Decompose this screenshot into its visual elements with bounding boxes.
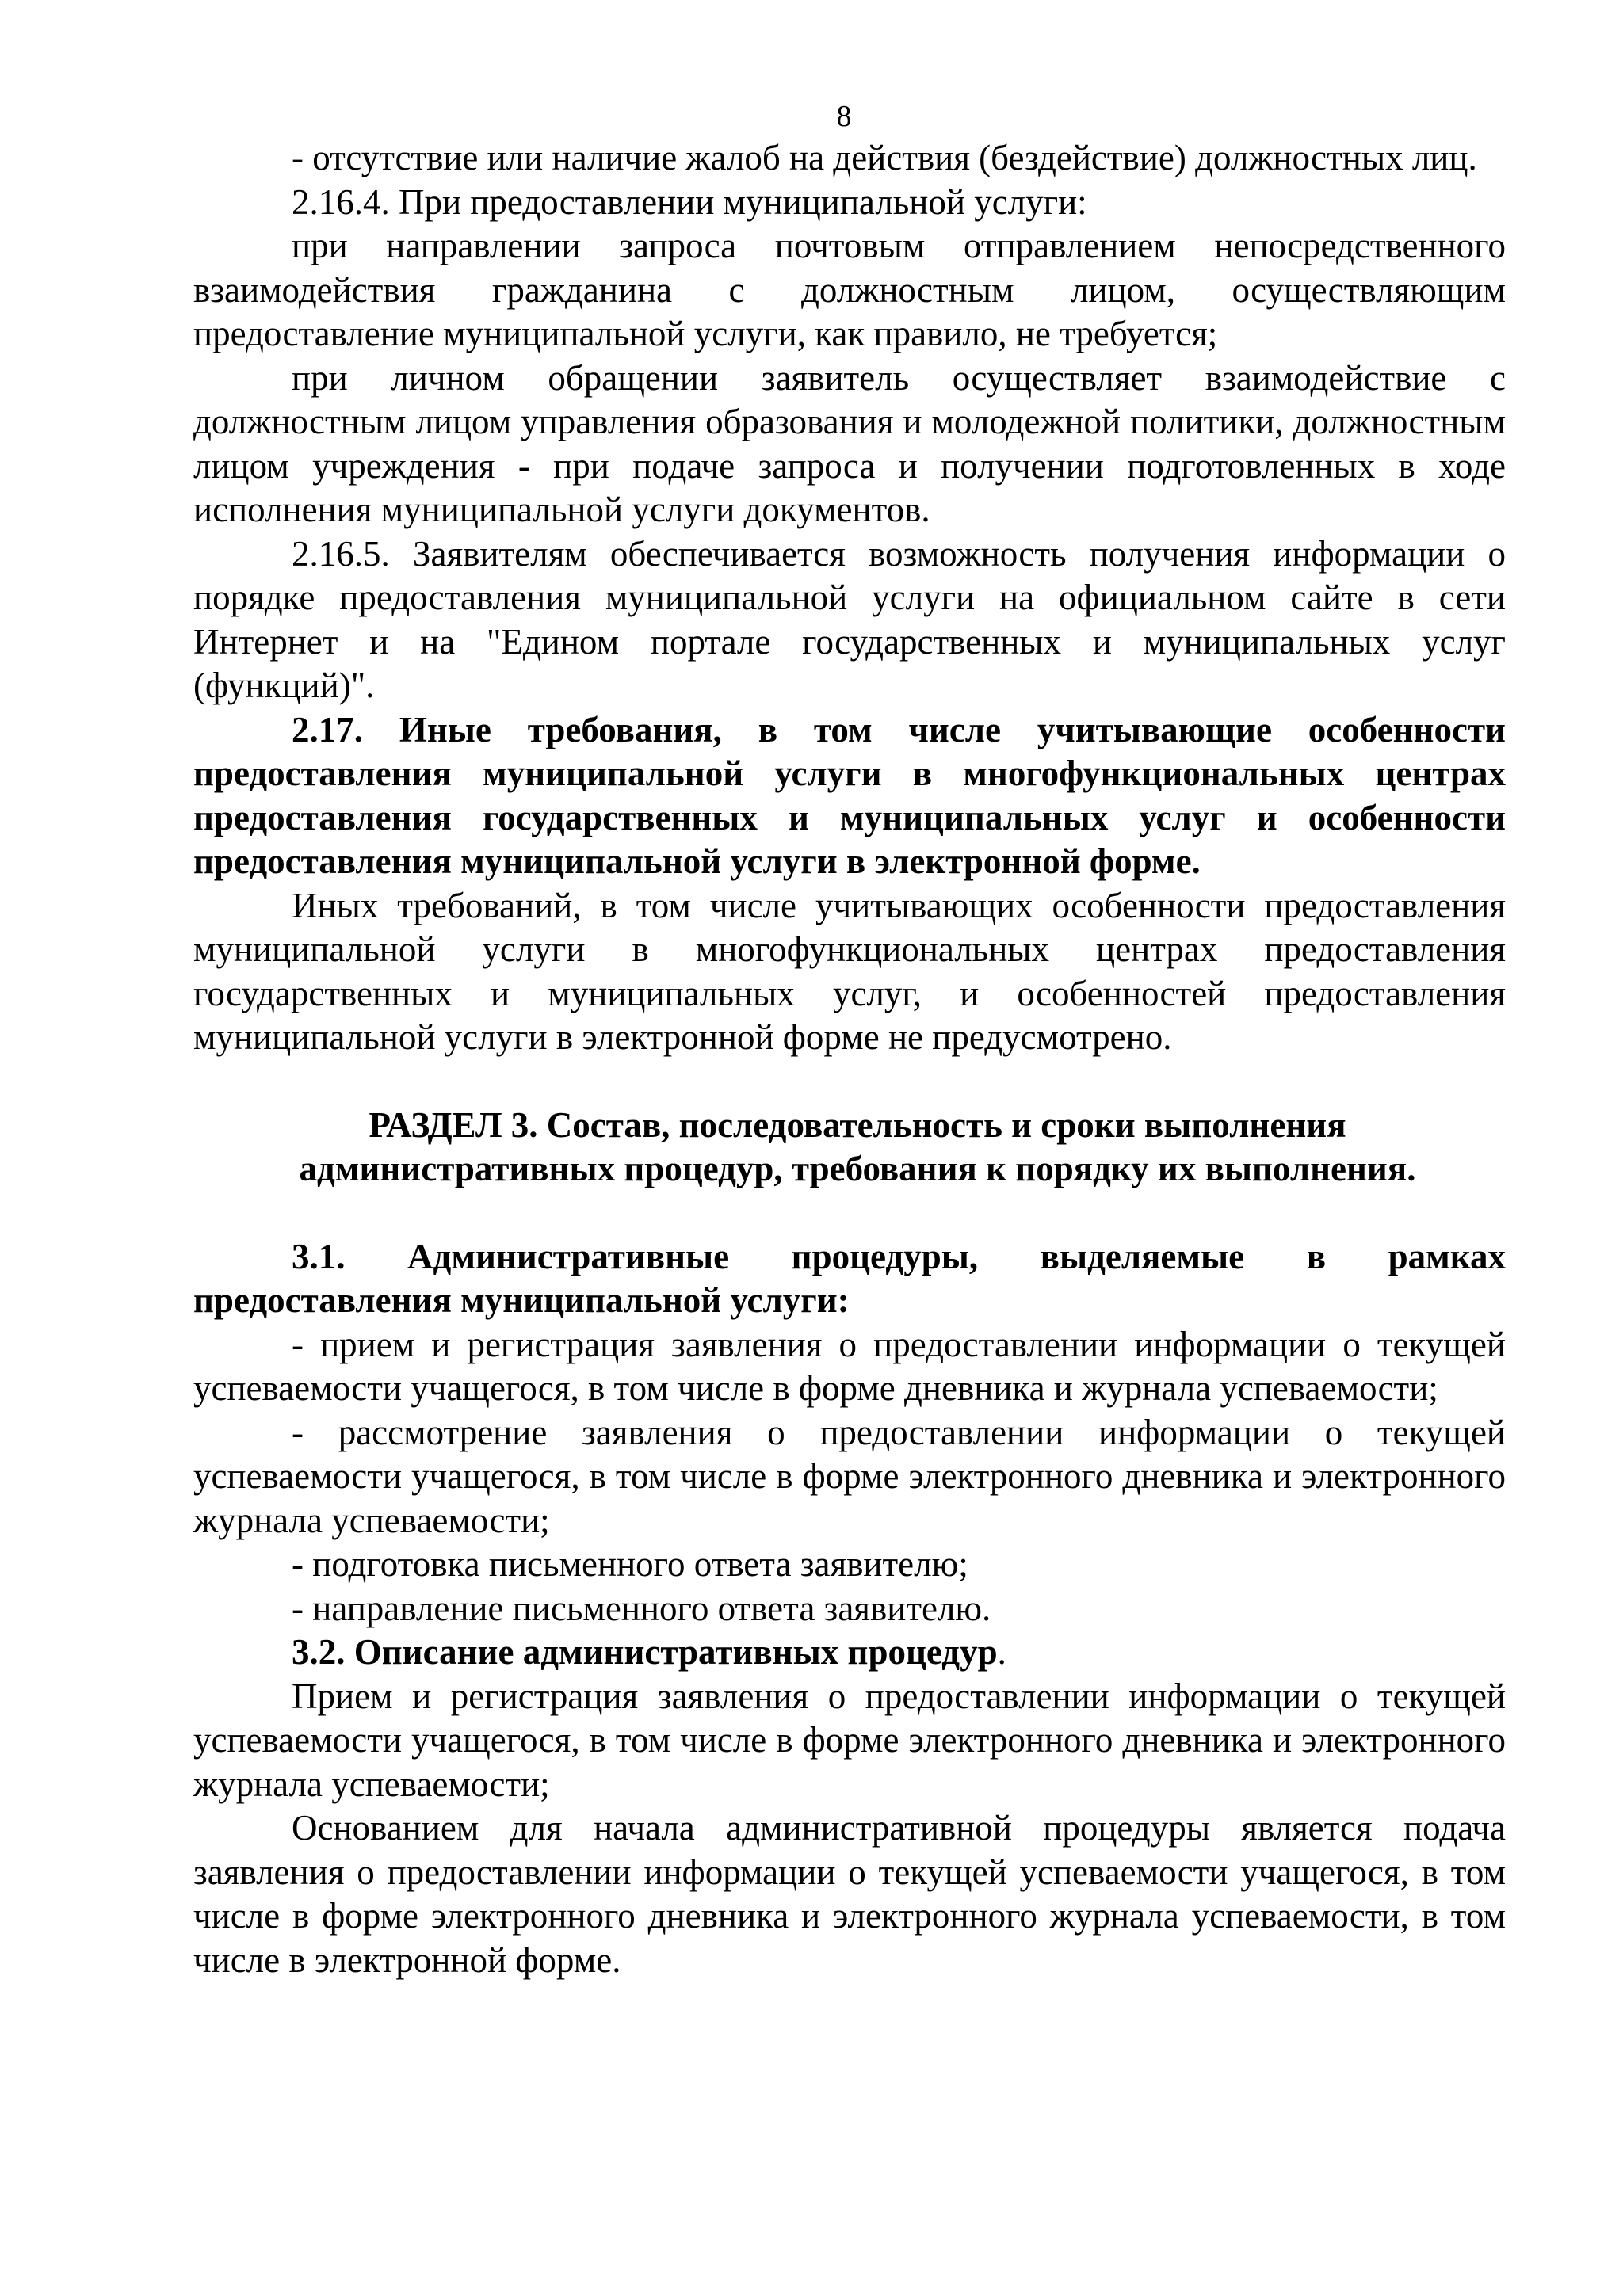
heading-3-2-tail: . — [997, 1632, 1006, 1672]
paragraph-postal-request: при направлении запроса почтовым отправлением непосредственного взаимодействия гражданина с должностным лицом, осуществляющим предоставление муниципальной услуги, как правило, не требуется; — [193, 226, 1506, 353]
heading-3-1: 3.1. Административные процедуры, выделяемые в рамках предоставления муниципальной услуги: — [193, 1236, 1506, 1320]
paragraph-personal-visit: при личном обращении заявитель осуществляет взаимодействие с должностным лицом управления образования и молодежной политики, должностным лицом учреждения - при подаче запроса и получении подготовленных в ходе исполнения муниципальной услуги документов. — [193, 357, 1506, 529]
paragraph-procedure-basis: Основанием для начала административной процедуры является подача заявления о предоставлении информации о текущей успеваемости учащегося, в том числе в форме электронного дневника и электронного журнала успеваемости, в том числе в электронной форме. — [193, 1808, 1506, 1980]
list-item-send-answer: - направление письменного ответа заявителю. — [292, 1588, 991, 1628]
paragraph-complaints-indicator: - отсутствие или наличие жалоб на действия (бездействие) должностных лиц. — [292, 138, 1477, 177]
heading-3-2 — [193, 1630, 1506, 1675]
list-item-reception-registration: - прием и регистрация заявления о предоставлении информации о текущей успеваемости учащегося, в том числе в форме дневника и журнала успеваемости; — [193, 1324, 1506, 1408]
page-number: 8 — [836, 100, 852, 133]
heading-2-17: 2.17. Иные требования, в том числе учитывающие особенности предоставления муниципальной услуги в многофункциональных центрах предоставления государственных и муниципальных услуг и особенности предоставления муниципальной услуги в электронной форме. — [193, 709, 1506, 881]
list-item-prepare-answer: - подготовка письменного ответа заявителю; — [292, 1544, 968, 1584]
paragraph-reception-procedure: Прием и регистрация заявления о предоставлении информации о текущей успеваемости учащегося, в том числе в форме электронного дневника и электронного журнала успеваемости; — [193, 1676, 1506, 1804]
paragraph-2-16-5: 2.16.5. Заявителям обеспечивается возможность получения информации о порядке предоставления муниципальной услуги на официальном сайте в сети Интернет и на "Едином портале государственных и муниципальных услуг (функций)". — [193, 533, 1506, 705]
heading-3-2-bold: 3.2. Описание административных процедур — [292, 1632, 998, 1672]
document-body — [193, 136, 1506, 1982]
paragraph-2-16-4: 2.16.4. При предоставлении муниципальной услуги: — [292, 181, 1087, 222]
paragraph-other-requirements: Иных требований, в том числе учитывающих особенности предоставления муниципальной услуги в многофункциональных центрах предоставления государственных и муниципальных услуг, и особенностей предоставления муниципальной услуги в электронной форме не предусмотрено. — [193, 885, 1506, 1057]
list-item-review: - рассмотрение заявления о предоставлении информации о текущей успеваемости учащегося, в том числе в форме электронного дневника и электронного журнала успеваемости; — [193, 1412, 1506, 1540]
section-3-title: РАЗДЕЛ 3. Состав, последовательность и сроки выполнения административных процедур, требования к порядку их выполнения. — [299, 1104, 1416, 1188]
